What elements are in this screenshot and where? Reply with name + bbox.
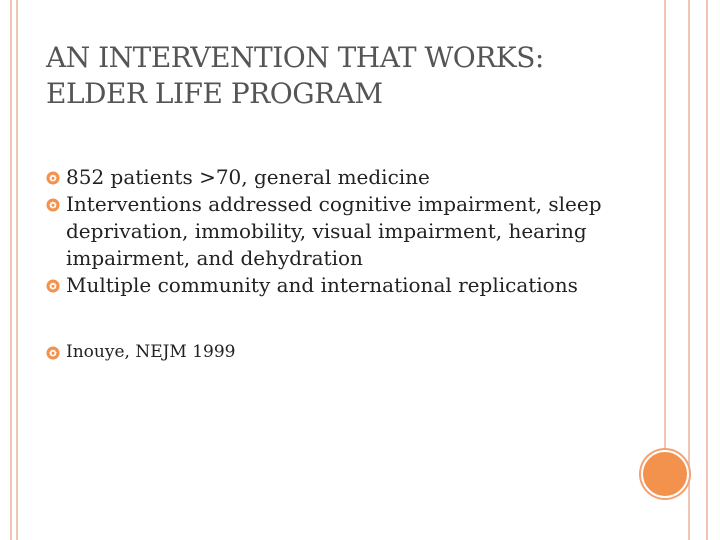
slide-title	[46, 40, 646, 112]
bullet-text: Multiple community and international replications	[66, 273, 578, 297]
circle-decoration	[641, 450, 689, 498]
right-line-decoration	[664, 0, 666, 450]
left-border-decoration	[10, 0, 18, 540]
bullet-text: 852 patients >70, general medicine	[66, 165, 430, 189]
citation-item	[46, 339, 656, 366]
bullet-item	[46, 164, 656, 191]
gear-icon	[46, 171, 60, 185]
bullet-item	[46, 272, 656, 299]
gear-icon	[46, 279, 60, 293]
title-line-2: ELDER LIFE PROGRAM	[46, 77, 383, 110]
spacer	[46, 299, 656, 339]
citation-text: Inouye, NEJM 1999	[66, 342, 236, 362]
bullet-text: Interventions addressed cognitive impairment, sleep deprivation, immobility, visual impairment, hearing impairment, and dehydration	[66, 192, 602, 270]
bullet-item	[46, 191, 656, 272]
gear-icon	[46, 198, 60, 212]
bullet-list	[46, 164, 656, 366]
gear-icon	[46, 346, 60, 360]
right-border-decoration	[688, 0, 708, 540]
title-line-1: AN INTERVENTION THAT WORKS:	[46, 41, 544, 74]
